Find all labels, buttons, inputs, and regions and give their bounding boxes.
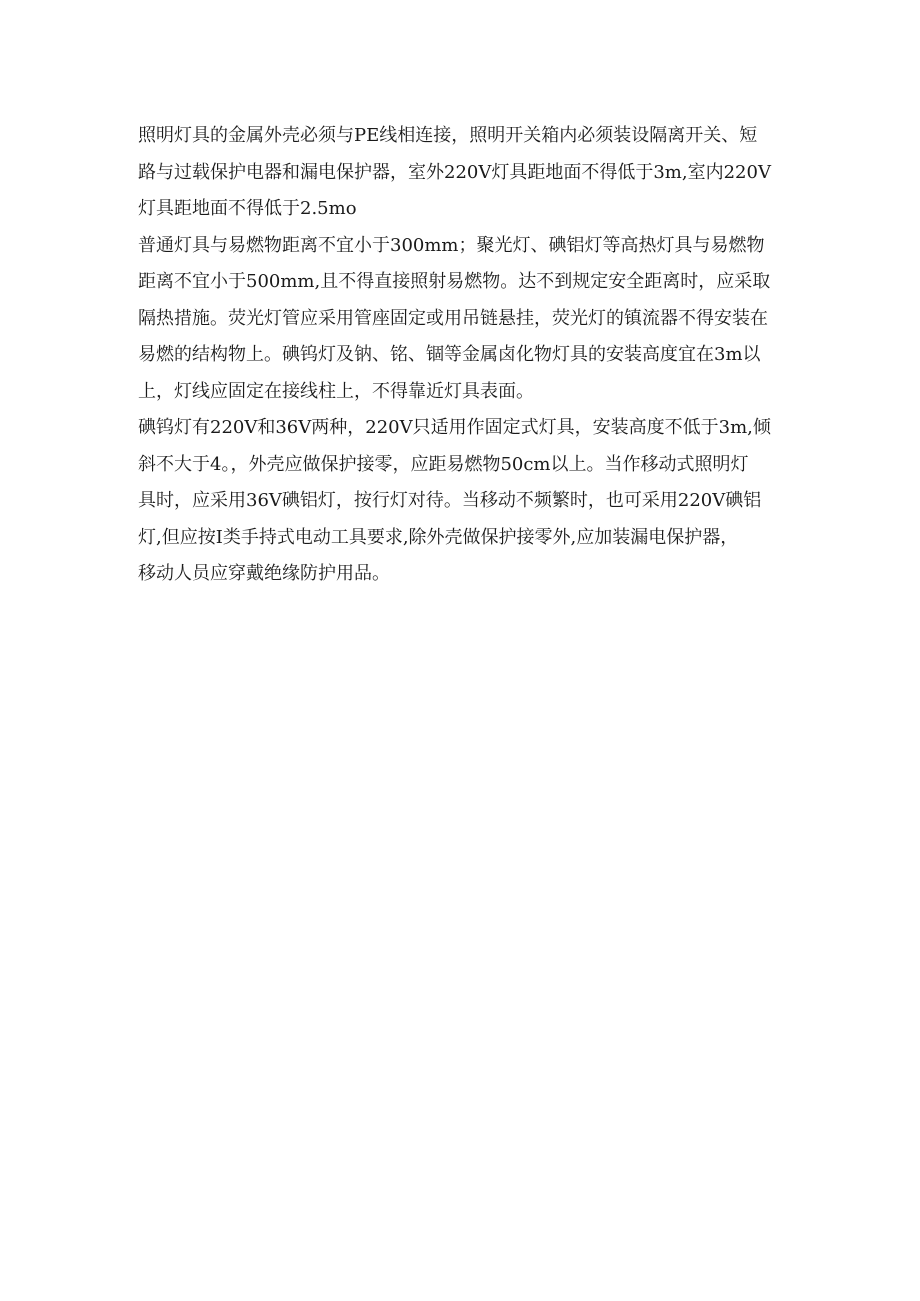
paragraph-iodine-tungsten-lamp: [138, 410, 788, 593]
document-body: [138, 118, 788, 593]
text-line: 上，灯线应固定在接线柱上，不得靠近灯具表面。: [138, 380, 534, 402]
text-line: 具时，应采用36V碘铝灯，按行灯对待。当移动不频繁时，也可采用220V碘铝: [138, 490, 762, 511]
text-line: 易燃的结构物上。碘钨灯及钠、铭、锢等金属卤化物灯具的安装高度宜在3m以: [138, 344, 761, 365]
text-line: 碘钨灯有220V和36V两种，220V只适用作固定式灯具，安装高度不低于3m,倾: [138, 417, 771, 438]
text-line: 普通灯具与易燃物距离不宜小于300mm；聚光灯、碘铝灯等高热灯具与易燃物: [138, 234, 765, 256]
text-line: 距离不宜小于500mm,且不得直接照射易燃物。达不到规定安全距离时，应采取: [138, 271, 771, 292]
text-line: 斜不大于4。，外壳应做保护接零，应距易燃物50cm以上。当作移动式照明灯: [138, 453, 749, 475]
text-line: 移动人员应穿戴绝缘防护用品。: [138, 563, 390, 584]
text-line: 灯具距地面不得低于2.5mo: [138, 198, 357, 219]
text-line: 照明灯具的金属外壳必须与PE线相连接，照明开关箱内必须装设隔离开关、短: [138, 125, 758, 146]
paragraph-lighting-grounding: [138, 118, 788, 228]
text-line: 灯,但应按I类手持式电动工具要求,除外壳做保护接零外,应加装漏电保护器，: [138, 526, 739, 548]
paragraph-flammable-distance: [138, 228, 788, 411]
text-line: 隔热措施。荧光灯管应采用管座固定或用吊链悬挂，荧光灯的镇流器不得安装在: [138, 307, 768, 329]
text-line: 路与过载保护电器和漏电保护器，室外220V灯具距地面不得低于3m,室内220V: [138, 161, 771, 183]
